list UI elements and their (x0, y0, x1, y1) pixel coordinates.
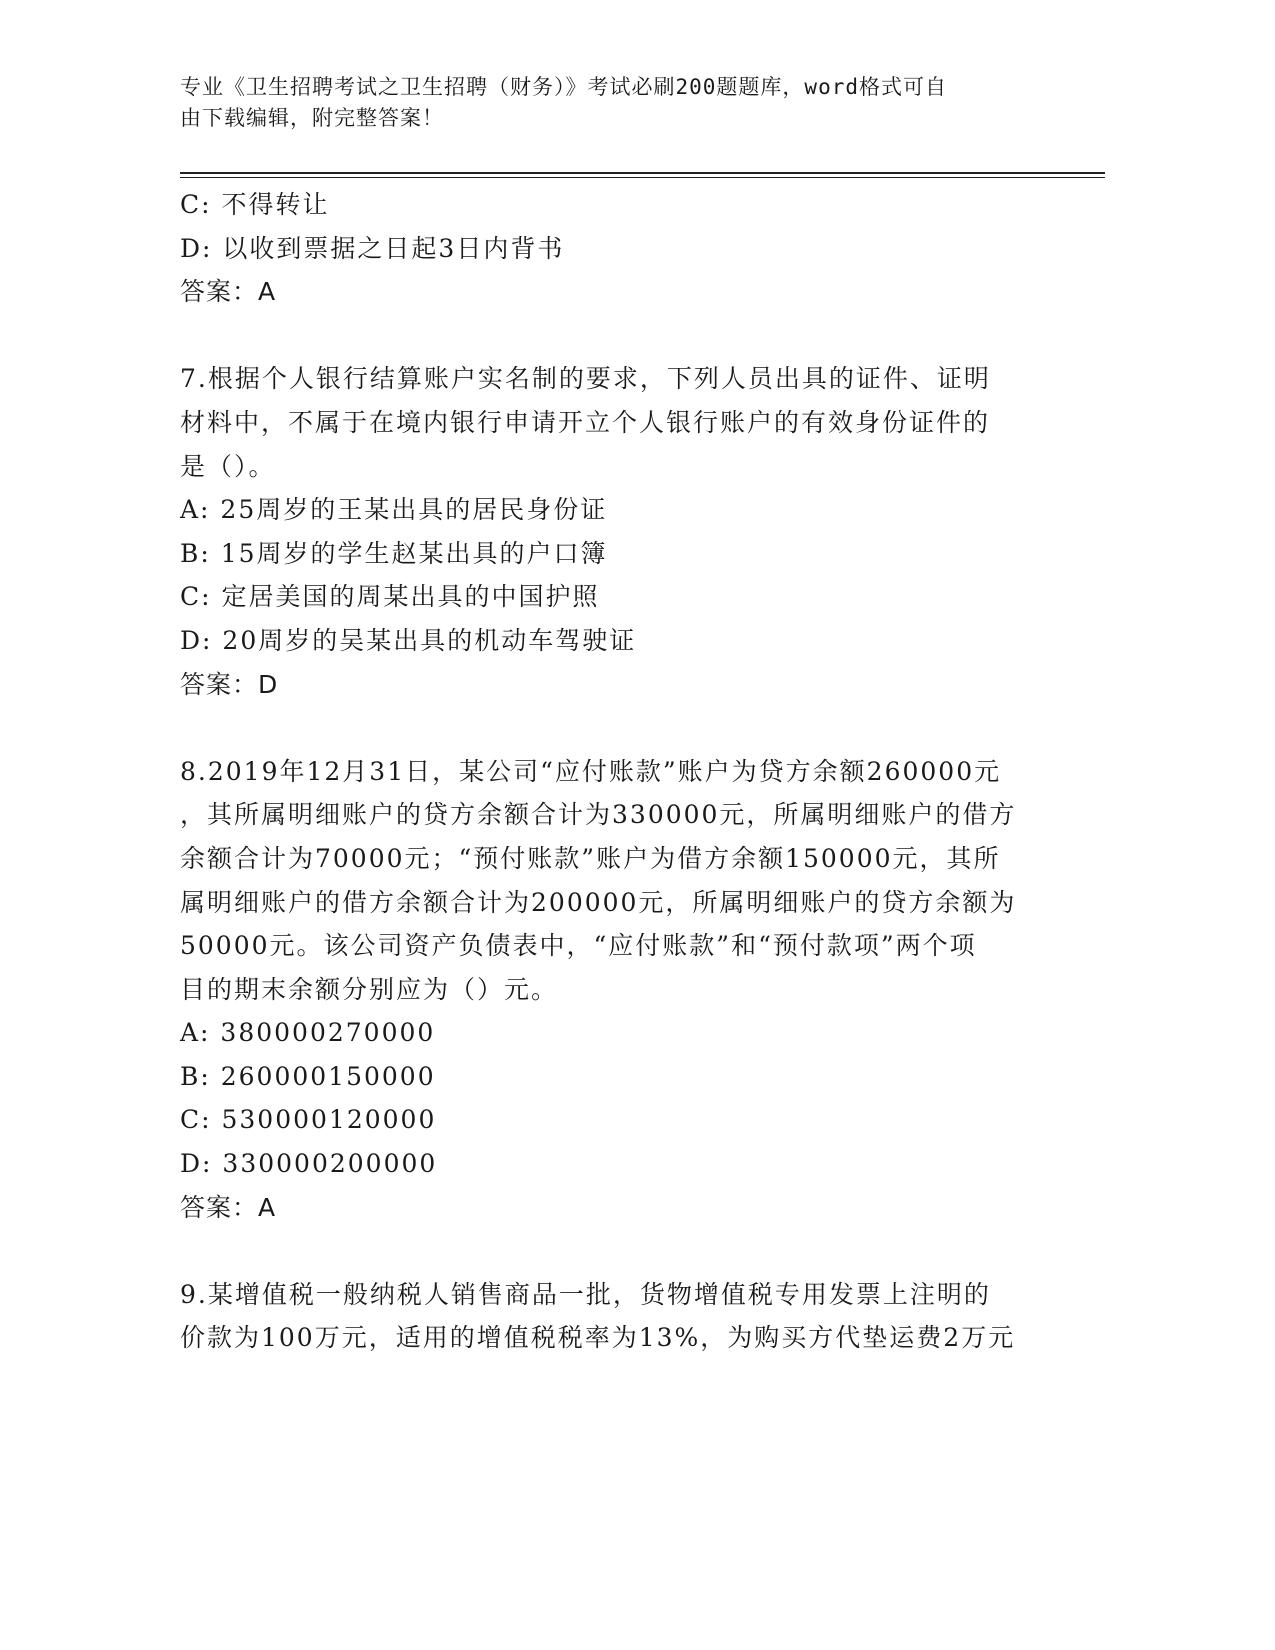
q8-stem-line-1: 8.2019年12月31日，某公司“应付账款”账户为贷方余额260000元 (180, 756, 1002, 786)
spacer (180, 314, 1040, 358)
q7-option-c: C: 定居美国的周某出具的中国护照 (180, 582, 600, 612)
q8-stem-line-3: 余额合计为70000元；“预付账款”账户为借方余额150000元，其所 (180, 843, 1001, 873)
page-header (180, 72, 1040, 134)
q7-stem-line-2: 材料中，不属于在境内银行申请开立个人银行账户的有效身份证件的 (180, 407, 991, 437)
q7-stem-line-3: 是（）。 (180, 451, 276, 481)
q8-option-d: D: 330000200000 (180, 1149, 438, 1179)
q7-option-a: A: 25周岁的王某出具的居民身份证 (180, 495, 608, 525)
q8-stem-line-4: 属明细账户的借方余额合计为200000元，所属明细账户的贷方余额为 (180, 887, 1017, 917)
header-rule-thin (180, 177, 1105, 178)
q8-stem-line-2: ，其所属明细账户的贷方余额合计为330000元，所属明细账户的借方 (180, 800, 1017, 830)
q7-option-b: B: 15周岁的学生赵某出具的户口簿 (180, 538, 608, 568)
q9-stem-line-1: 9.某增值税一般纳税人销售商品一批，货物增值税专用发票上注明的 (180, 1279, 991, 1309)
spacer (180, 706, 1040, 750)
header-line-1: 专业《卫生招聘考试之卫生招聘（财务）》考试必刷200题题库，word格式可自 (180, 75, 947, 99)
q7-answer: 答案：D (180, 669, 279, 699)
q6-option-d: D: 以收到票据之日起3日内背书 (180, 233, 565, 263)
q8-stem-line-5: 50000元。该公司资产负债表中，“应付账款”和“预付款项”两个项 (180, 931, 977, 961)
q9-stem-line-2: 价款为100万元，适用的增值税税率为13%，为购买方代垫运费2万元 (180, 1323, 1016, 1353)
q7-stem-line-1: 7.根据个人银行结算账户实名制的要求，下列人员出具的证件、证明 (180, 364, 991, 394)
q7-option-d: D: 20周岁的吴某出具的机动车驾驶证 (180, 625, 637, 655)
q8-option-b: B: 260000150000 (180, 1061, 436, 1091)
q8-option-a: A: 380000270000 (180, 1018, 436, 1048)
q6-answer: 答案：A (180, 277, 277, 307)
header-line-2: 由下载编辑，附完整答案！ (180, 106, 444, 130)
document-body (180, 183, 1040, 1360)
header-rule-thick (180, 172, 1105, 174)
spacer (180, 1229, 1040, 1273)
q8-option-c: C: 530000120000 (180, 1105, 437, 1135)
q6-option-c: C: 不得转让 (180, 190, 330, 219)
q8-answer: 答案：A (180, 1192, 277, 1222)
q8-stem-line-6: 目的期末余额分别应为（）元。 (180, 974, 559, 1004)
